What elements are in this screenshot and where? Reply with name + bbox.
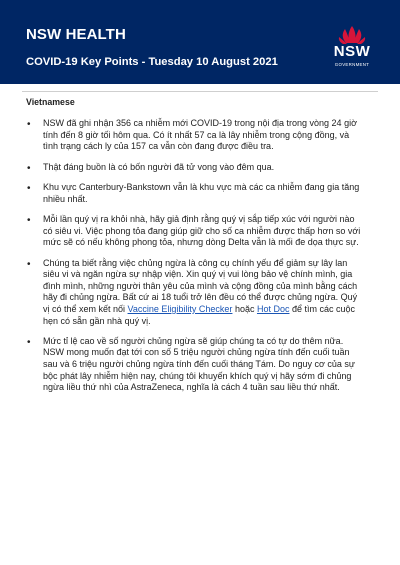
language-label: Vietnamese [26, 97, 75, 107]
bullet-text-mid: hoặc [232, 303, 257, 314]
bullet-icon: • [27, 162, 31, 174]
bullet-icon: • [27, 336, 31, 348]
list-item [26, 214, 364, 249]
vaccine-eligibility-checker-link[interactable]: Vaccine Eligibility Checker [127, 303, 233, 314]
bullet-text-start: Chúng ta biết rằng việc chủng ngừa là công cụ chính yếu để giảm sự lây lan siêu vi và ngăn ngừa sự nhập viện. Xin quý vị vui lòng bảo vệ chính mình, gia đình mình, những người thân yêu của mình và cộng đồng của mình bằng cách hãy đi chủng ngừa. Bất cứ ai 18 tuổi trở lên đều có thể được chủng ngừa. Quý vị có thể xem kết nối [43, 257, 358, 314]
list-item [26, 258, 364, 328]
list-item [26, 118, 364, 153]
list-item [26, 182, 364, 205]
bullet-icon: • [27, 258, 31, 270]
page-title: NSW HEALTH [26, 26, 126, 43]
bullet-text: Khu vực Canterbury-Bankstown vẫn là khu vực mà các ca nhiễm đang gia tăng nhiều nhất. [43, 181, 360, 204]
bullet-icon: • [27, 182, 31, 194]
header-banner [0, 0, 400, 84]
page-subtitle: COVID-19 Key Points - Tuesday 10 August 2021 [26, 56, 278, 68]
key-points-list [26, 118, 364, 403]
logo-subtext: GOVERNMENT [334, 62, 370, 67]
bullet-icon: • [27, 214, 31, 226]
list-item [26, 336, 364, 394]
bullet-text-end: để tìm các cuộc hẹn có sẵn gần nhà quý vị. [43, 303, 356, 326]
bullet-icon: • [27, 119, 31, 130]
list-item [26, 162, 364, 174]
hot-doc-link[interactable]: Hot Doc [256, 303, 290, 314]
nsw-government-logo [330, 26, 374, 74]
bullet-text: Thật đáng buồn là có bốn người đã tử vong vào đêm qua. [43, 161, 275, 172]
divider [22, 91, 378, 92]
bullet-text: Mức tỉ lệ cao về số người chủng ngừa sẽ giúp chúng ta có tự do thêm nữa. NSW mong muốn đạt tới con số 5 triệu người chủng ngừa tính đến cuối tuần sau và 6 triệu người chủng ngừa tính đến cuối tháng Tám. Do nguy cơ của sự bộc phát lây nhiễm hiện nay, chúng tôi khuyến khích quý vị hãy sớm đi chủng ngừa liều thứ nhì của AstraZeneca, nghĩa là cách 4 tuần sau liều thứ nhất. [43, 335, 355, 393]
bullet-text: Mỗi lần quý vị ra khỏi nhà, hãy giả định rằng quý vị sắp tiếp xúc với người nào có siêu vi. Việc phong tỏa đang giúp giữ cho số ca nhiễm được thấp hơn so với mức sẽ có nếu không phong tỏa, nhưng dòng Delta vẫn là mối đe dọa thực sự. [43, 213, 361, 248]
bullet-text: NSW đã ghi nhận 356 ca nhiễm mới COVID-19 trong nội địa trong vòng 24 giờ tính đến 8 giờ tối hôm qua. Có ít nhất 57 ca là lây nhiễm trong cộng đồng, và tình trạng cách ly của 157 ca vẫn còn đang được điều tra. [43, 118, 357, 152]
logo-text: NSW [333, 43, 371, 60]
